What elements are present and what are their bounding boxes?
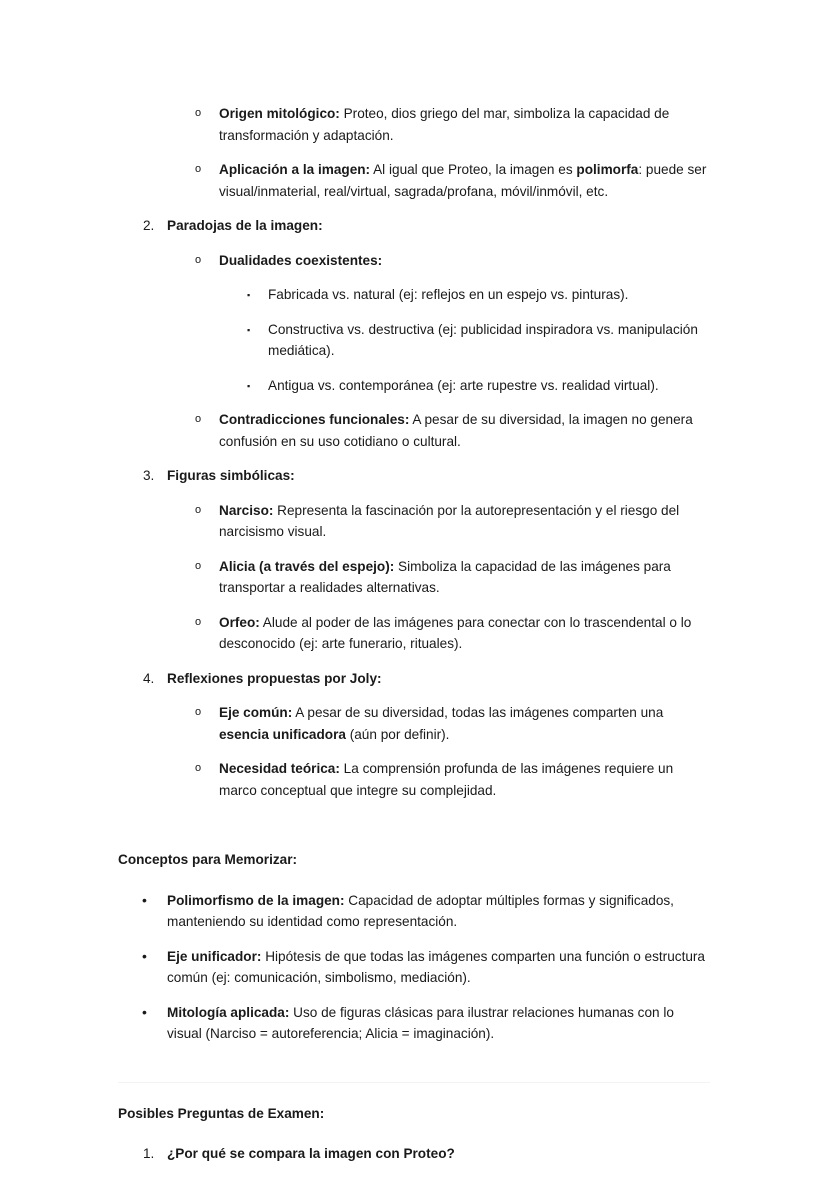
round-bullet-icon: • <box>142 947 147 964</box>
item-body-continued: : puede ser visual/inmaterial, real/virtual, sagrada/profana, móvil/inmóvil, etc. <box>219 162 707 199</box>
preguntas-heading: Posibles Preguntas de Examen: <box>118 1105 325 1121</box>
outline-item-numbered <box>0 465 828 487</box>
item-body: Capacidad de adoptar múltiples formas y significados, manteniendo su identidad como representación. <box>167 892 674 929</box>
concept-list-item <box>0 890 828 933</box>
item-body: Representa la fascinación por la autorepresentación y el riesgo del narcisismo visual. <box>219 502 680 539</box>
item-term: Polimorfismo de la imagen: <box>167 892 345 908</box>
round-bullet-icon: • <box>142 1003 147 1020</box>
item-text <box>219 103 710 146</box>
outline-item-square <box>0 375 828 397</box>
item-term: Eje unificador: <box>167 948 262 964</box>
item-term: Eje común: <box>219 705 293 720</box>
item-body: La comprensión profunda de las imágenes requiere un marco conceptual que integre su complejidad. <box>219 761 674 798</box>
item-body: Antigua vs. contemporánea (ej: arte rupestre vs. realidad virtual). <box>268 377 659 393</box>
circle-bullet-icon: o <box>195 559 202 572</box>
circle-bullet-icon: o <box>195 762 202 774</box>
document-content <box>0 90 828 1178</box>
square-bullet-icon: ▪ <box>247 324 251 335</box>
item-body: Simboliza la capacidad de las imágenes para transportar a realidades alternativas. <box>219 558 671 595</box>
item-text <box>219 409 710 452</box>
item-body: Proteo, dios griego del mar, simboliza la capacidad de transformación y adaptación. <box>219 106 670 143</box>
number-marker: 4. <box>143 670 155 686</box>
outline-item-square <box>0 319 828 362</box>
circle-bullet-icon: o <box>195 413 202 425</box>
circle-bullet-icon: o <box>195 615 202 628</box>
square-bullet-icon: ▪ <box>247 290 251 300</box>
concept-list-item <box>0 946 828 989</box>
item-text <box>167 465 710 487</box>
conceptos-list <box>0 890 828 1045</box>
item-term: Origen mitológico: <box>219 106 340 121</box>
conceptos-heading: Conceptos para Memorizar: <box>118 852 298 867</box>
outline-item-circle <box>0 103 828 146</box>
circle-bullet-icon: o <box>195 706 202 718</box>
outline-item-numbered <box>0 668 828 690</box>
item-body: Al igual que Proteo, la imagen es <box>370 162 577 177</box>
item-term: Contradicciones funcionales: <box>219 412 410 427</box>
number-marker: 3. <box>143 468 155 483</box>
spacer-after-preguntas-heading <box>0 1124 828 1130</box>
circle-bullet-icon: o <box>195 163 202 175</box>
item-term: Alicia (a través del espejo): <box>219 558 395 574</box>
concept-list-item <box>0 1002 828 1045</box>
item-text <box>268 319 698 362</box>
item-text <box>219 758 710 801</box>
outline-item-circle <box>0 702 828 745</box>
outline-item-circle <box>0 612 828 655</box>
item-text <box>219 159 710 202</box>
outline-item-circle <box>0 409 828 452</box>
item-text <box>219 612 710 655</box>
outline-item-circle <box>0 250 828 272</box>
exam-question-item <box>0 1143 828 1165</box>
exam-question-text: ¿Por qué se compara la imagen con Proteo? <box>167 1146 455 1161</box>
outline-item-circle <box>0 159 828 202</box>
item-text <box>219 250 710 272</box>
circle-bullet-icon: o <box>195 107 202 119</box>
item-term: Dualidades coexistentes: <box>219 252 383 268</box>
circle-bullet-icon: o <box>195 503 202 516</box>
item-text <box>167 215 710 237</box>
item-text <box>219 556 710 599</box>
item-body: Fabricada vs. natural (ej: reflejos en un espejo vs. pinturas). <box>268 287 629 302</box>
item-text <box>167 1002 710 1045</box>
item-body: Uso de figuras clásicas para ilustrar relaciones humanas con lo visual (Narciso = autoreferencia; Alicia = imaginación). <box>167 1004 674 1041</box>
preguntas-list <box>0 1143 828 1165</box>
item-emphasis: polimorfa <box>576 162 639 177</box>
spacer-before-divider <box>0 1058 828 1082</box>
outline-item-circle <box>0 500 828 543</box>
spacer-before-conceptos <box>0 814 828 849</box>
item-body: A pesar de su diversidad, la imagen no genera confusión en su uso cotidiano o cultural. <box>219 412 693 449</box>
circle-bullet-icon: o <box>195 253 202 266</box>
item-text <box>219 500 710 543</box>
item-body: Constructiva vs. destructiva (ej: publicidad inspiradora vs. manipulación mediática). <box>268 321 698 358</box>
item-term: Paradojas de la imagen: <box>167 218 323 233</box>
outline-item-numbered <box>0 215 828 237</box>
item-term: Aplicación a la imagen: <box>219 162 371 177</box>
outline-item-square <box>0 284 828 306</box>
item-body: A pesar de su diversidad, todas las imágenes comparten una <box>292 705 664 720</box>
item-emphasis: esencia unificadora <box>219 726 346 742</box>
square-bullet-icon: ▪ <box>247 380 251 391</box>
item-text <box>268 284 698 306</box>
item-term: Necesidad teórica: <box>219 761 340 776</box>
item-term: Mitología aplicada: <box>167 1004 290 1020</box>
item-body-continued: (aún por definir). <box>345 726 450 742</box>
outline-list <box>0 103 828 801</box>
spacer-after-divider <box>0 1083 828 1103</box>
number-marker: 2. <box>143 218 155 233</box>
item-term: Figuras simbólicas: <box>167 468 295 483</box>
item-body: Hipótesis de que todas las imágenes comparten una función o estructura común (ej: comunicación, simbolismo, mediación). <box>167 948 705 985</box>
item-body: Alude al poder de las imágenes para conectar con lo trascendental o lo desconocido (ej: arte funerario, rituales). <box>219 614 692 651</box>
item-text <box>268 375 698 397</box>
item-term: Orfeo: <box>219 614 260 630</box>
item-text <box>167 890 710 933</box>
outline-item-circle <box>0 556 828 599</box>
spacer-after-conceptos-heading <box>0 871 828 877</box>
outline-item-circle <box>0 758 828 801</box>
round-bullet-icon: • <box>142 891 147 908</box>
number-marker: 1. <box>143 1146 155 1161</box>
item-term: Narciso: <box>219 502 274 518</box>
item-text <box>167 946 710 989</box>
item-term: Reflexiones propuestas por Joly: <box>167 670 382 686</box>
item-text <box>219 702 710 745</box>
item-text <box>167 668 710 690</box>
